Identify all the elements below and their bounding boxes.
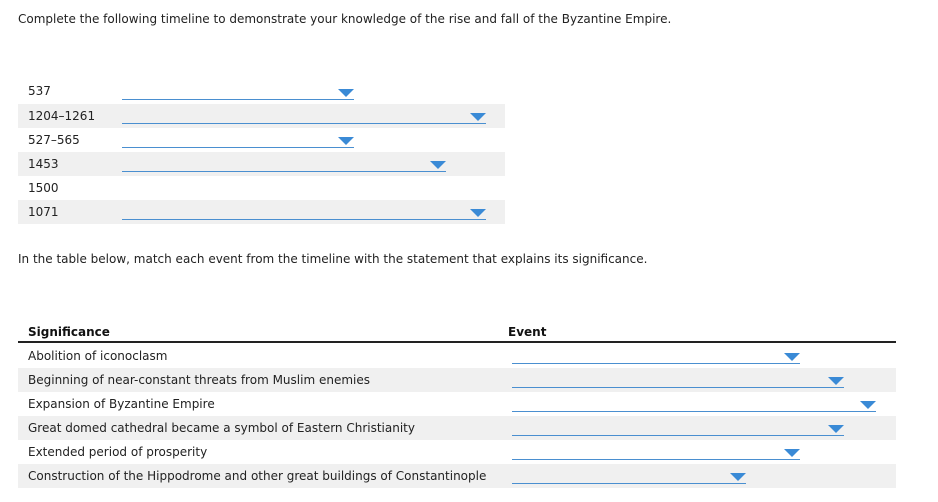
timeline-event-dropdown[interactable] <box>122 83 354 100</box>
column-header-significance: Significance <box>28 325 110 339</box>
header-divider <box>18 341 896 343</box>
timeline-date: 1500 <box>28 181 59 195</box>
timeline-event-dropdown[interactable] <box>122 203 486 220</box>
timeline-date: 1204–1261 <box>28 109 96 123</box>
significance-text: Extended period of prosperity <box>28 445 208 459</box>
chevron-down-icon <box>430 161 446 169</box>
column-header-event: Event <box>508 325 547 339</box>
event-dropdown[interactable] <box>512 347 800 364</box>
table-instructions: In the table below, match each event from the timeline with the statement that explains its significance. <box>18 252 648 266</box>
significance-text: Beginning of near-constant threats from Muslim enemies <box>28 373 370 387</box>
timeline-date: 537 <box>28 84 51 98</box>
significance-text: Abolition of iconoclasm <box>28 349 168 363</box>
chevron-down-icon <box>470 113 486 121</box>
chevron-down-icon <box>784 353 800 361</box>
event-dropdown[interactable] <box>512 395 876 412</box>
event-dropdown[interactable] <box>512 467 746 484</box>
chevron-down-icon <box>470 209 486 217</box>
significance-text: Great domed cathedral became a symbol of Eastern Christianity <box>28 421 415 435</box>
significance-text: Construction of the Hippodrome and other great buildings of Constantinople <box>28 469 487 483</box>
chevron-down-icon <box>338 89 354 97</box>
chevron-down-icon <box>784 449 800 457</box>
chevron-down-icon <box>730 473 746 481</box>
timeline-event-dropdown[interactable] <box>122 155 446 172</box>
timeline-instructions: Complete the following timeline to demonstrate your knowledge of the rise and fall of the Byzantine Empire. <box>18 12 672 26</box>
chevron-down-icon <box>860 401 876 409</box>
significance-text: Expansion of Byzantine Empire <box>28 397 215 411</box>
event-dropdown[interactable] <box>512 443 800 460</box>
timeline-date: 1071 <box>28 205 59 219</box>
timeline-date: 1453 <box>28 157 59 171</box>
timeline-date: 527–565 <box>28 133 80 147</box>
timeline-event-dropdown[interactable] <box>122 131 354 148</box>
event-dropdown[interactable] <box>512 371 844 388</box>
chevron-down-icon <box>828 425 844 433</box>
timeline-event-dropdown[interactable] <box>122 107 486 124</box>
chevron-down-icon <box>338 137 354 145</box>
chevron-down-icon <box>828 377 844 385</box>
event-dropdown[interactable] <box>512 419 844 436</box>
